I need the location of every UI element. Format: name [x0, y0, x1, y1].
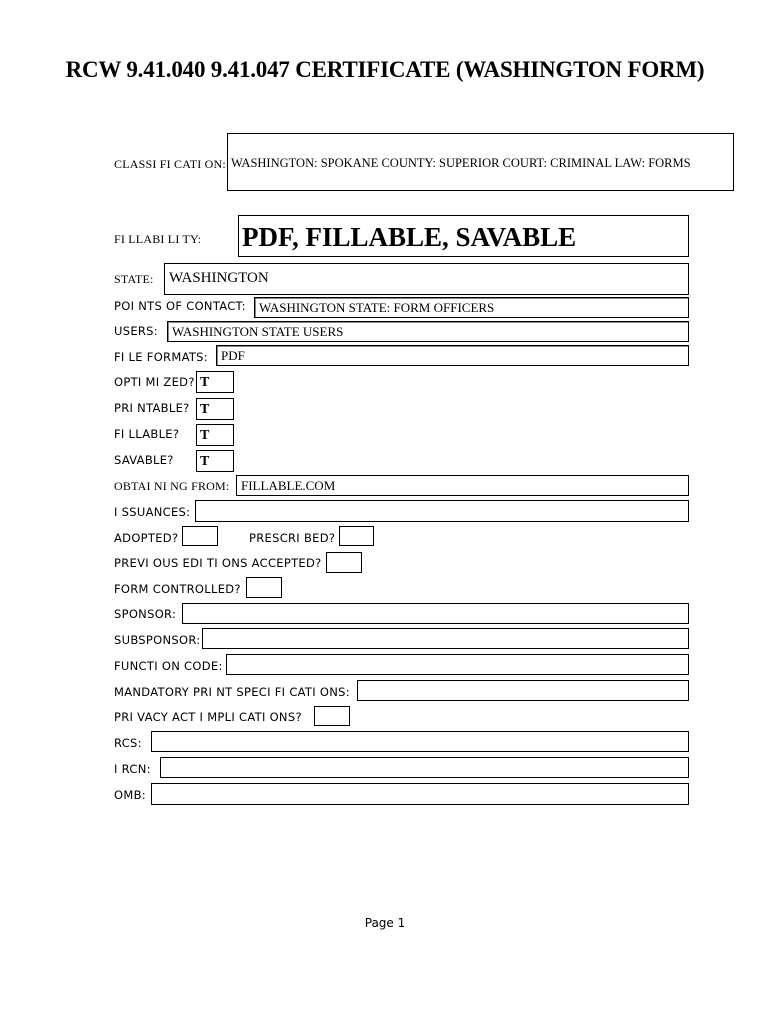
savable-label: SAVABLE? [114, 453, 174, 467]
printable-label: PRI NTABLE? [114, 401, 190, 415]
file-formats-label: FI LE FORMATS: [114, 350, 208, 364]
rcs-field[interactable] [151, 731, 689, 752]
form-controlled-label: FORM CONTROLLED? [114, 582, 241, 596]
omb-field[interactable] [151, 783, 689, 805]
sponsor-label: SPONSOR: [114, 607, 177, 621]
savable-field[interactable]: T [196, 450, 234, 472]
fillable-field[interactable]: T [196, 424, 234, 446]
classification-field[interactable]: WASHINGTON: SPOKANE COUNTY: SUPERIOR COURT: CRIMINAL LAW: FORMS [227, 133, 734, 191]
obtaining-from-field[interactable]: FILLABLE.COM [236, 475, 689, 496]
privacy-act-label: PRI VACY ACT I MPLI CATI ONS? [114, 710, 302, 724]
ircn-label: I RCN: [114, 762, 151, 776]
previous-editions-label: PREVI OUS EDI TI ONS ACCEPTED? [114, 556, 322, 570]
classification-label: CLASSI FI CATI ON: [114, 157, 226, 171]
fillability-field[interactable]: PDF, FILLABLE, SAVABLE [238, 215, 689, 257]
subsponsor-label: SUBSPONSOR: [114, 633, 201, 647]
users-field[interactable]: WASHINGTON STATE USERS [167, 321, 689, 342]
rcs-label: RCS: [114, 736, 142, 750]
prescribed-label: PRESCRI BED? [249, 531, 336, 545]
optimized-field[interactable]: T [196, 371, 234, 393]
subsponsor-field[interactable] [202, 628, 689, 649]
fillability-label: FI LLABI LI TY: [114, 232, 202, 246]
state-label: STATE: [114, 272, 154, 286]
page-number: Page 1 [364, 916, 406, 930]
users-label: USERS: [114, 324, 158, 338]
function-code-field[interactable] [226, 654, 689, 675]
previous-editions-field[interactable] [326, 552, 362, 573]
printable-field[interactable]: T [196, 398, 234, 420]
obtaining-from-label: OBTAI NI NG FROM: [114, 479, 230, 493]
state-field[interactable]: WASHINGTON [164, 263, 689, 295]
form-title: RCW 9.41.040 9.41.047 CERTIFICATE (WASHINGTON FORM) [65, 57, 705, 82]
adopted-label: ADOPTED? [114, 531, 179, 545]
optimized-label: OPTI MI ZED? [114, 375, 195, 389]
omb-label: OMB: [114, 788, 146, 802]
sponsor-field[interactable] [182, 603, 689, 624]
adopted-field[interactable] [182, 526, 218, 546]
issuances-label: I SSUANCES: [114, 505, 191, 519]
privacy-act-field[interactable] [314, 706, 350, 726]
ircn-field[interactable] [160, 757, 689, 778]
fillable-label: FI LLABLE? [114, 427, 180, 441]
prescribed-field[interactable] [339, 526, 374, 546]
form-controlled-field[interactable] [246, 577, 282, 598]
points-of-contact-label: POI NTS OF CONTACT: [114, 299, 246, 313]
function-code-label: FUNCTI ON CODE: [114, 659, 223, 673]
issuances-field[interactable] [195, 500, 689, 522]
points-of-contact-field[interactable]: WASHINGTON STATE: FORM OFFICERS [254, 297, 689, 318]
file-formats-field[interactable]: PDF [216, 345, 689, 366]
mandatory-print-label: MANDATORY PRI NT SPECI FI CATI ONS: [114, 685, 350, 699]
mandatory-print-field[interactable] [357, 680, 689, 701]
